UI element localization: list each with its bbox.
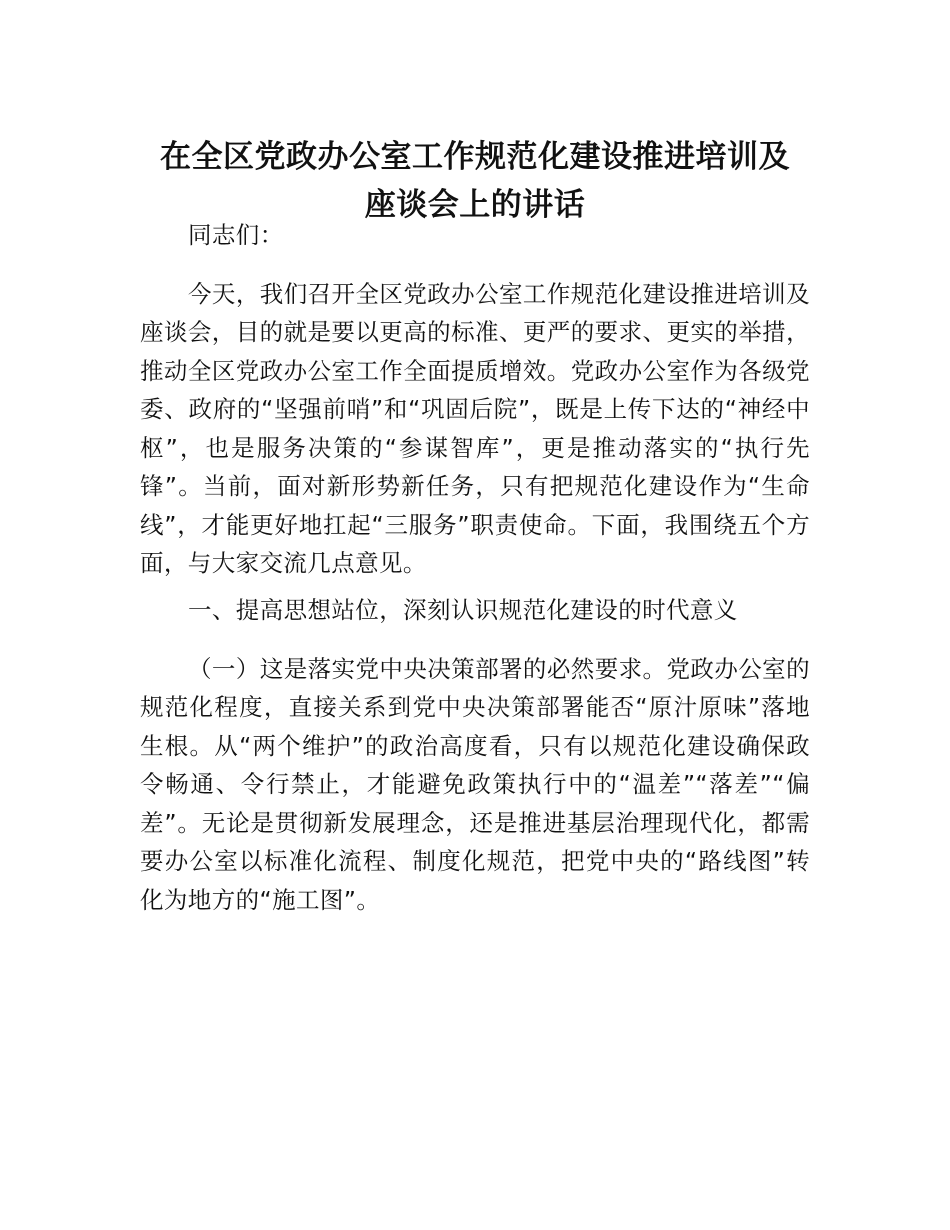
document-body	[140, 216, 810, 928]
title-line-2: 座谈会上的讲话	[364, 186, 586, 223]
salutation: 同志们：	[188, 221, 284, 249]
paragraph-subsection-1: （一）这是落实党中央决策部署的必然要求。党政办公室的规范化程度，直接关系到党中央决策部署能否“原汁原味”落地生根。从“两个维护”的政治高度看，只有以规范化建设确保政令畅通、令行禁止，才能避免政策执行中的“温差”“落差”“偏差”。无论是贯彻新发展理念，还是推进基层治理现代化，都需要办公室以标准化流程、制度化规范，把党中央的“路线图”转化为地方的“施工图”。	[140, 654, 810, 914]
document-title	[140, 133, 810, 229]
section-heading-1: 一、提高思想站位，深刻认识规范化建设的时代意义	[188, 596, 738, 624]
paragraph-opening: 今天，我们召开全区党政办公室工作规范化建设推进培训及座谈会，目的就是要以更高的标准、更严的要求、更实的举措，推动全区党政办公室工作全面提质增效。党政办公室作为各级党委、政府的“坚强前哨”和“巩固后院”，既是上传下达的“神经中枢”，也是服务决策的“参谋智库”，更是推动落实的“执行先锋”。当前，面对新形势新任务，只有把规范化建设作为“生命线”，才能更好地扛起“三服务”职责使命。下面，我围绕五个方面，与大家交流几点意见。	[140, 279, 810, 577]
title-line-1: 在全区党政办公室工作规范化建设推进培训及	[160, 138, 790, 175]
